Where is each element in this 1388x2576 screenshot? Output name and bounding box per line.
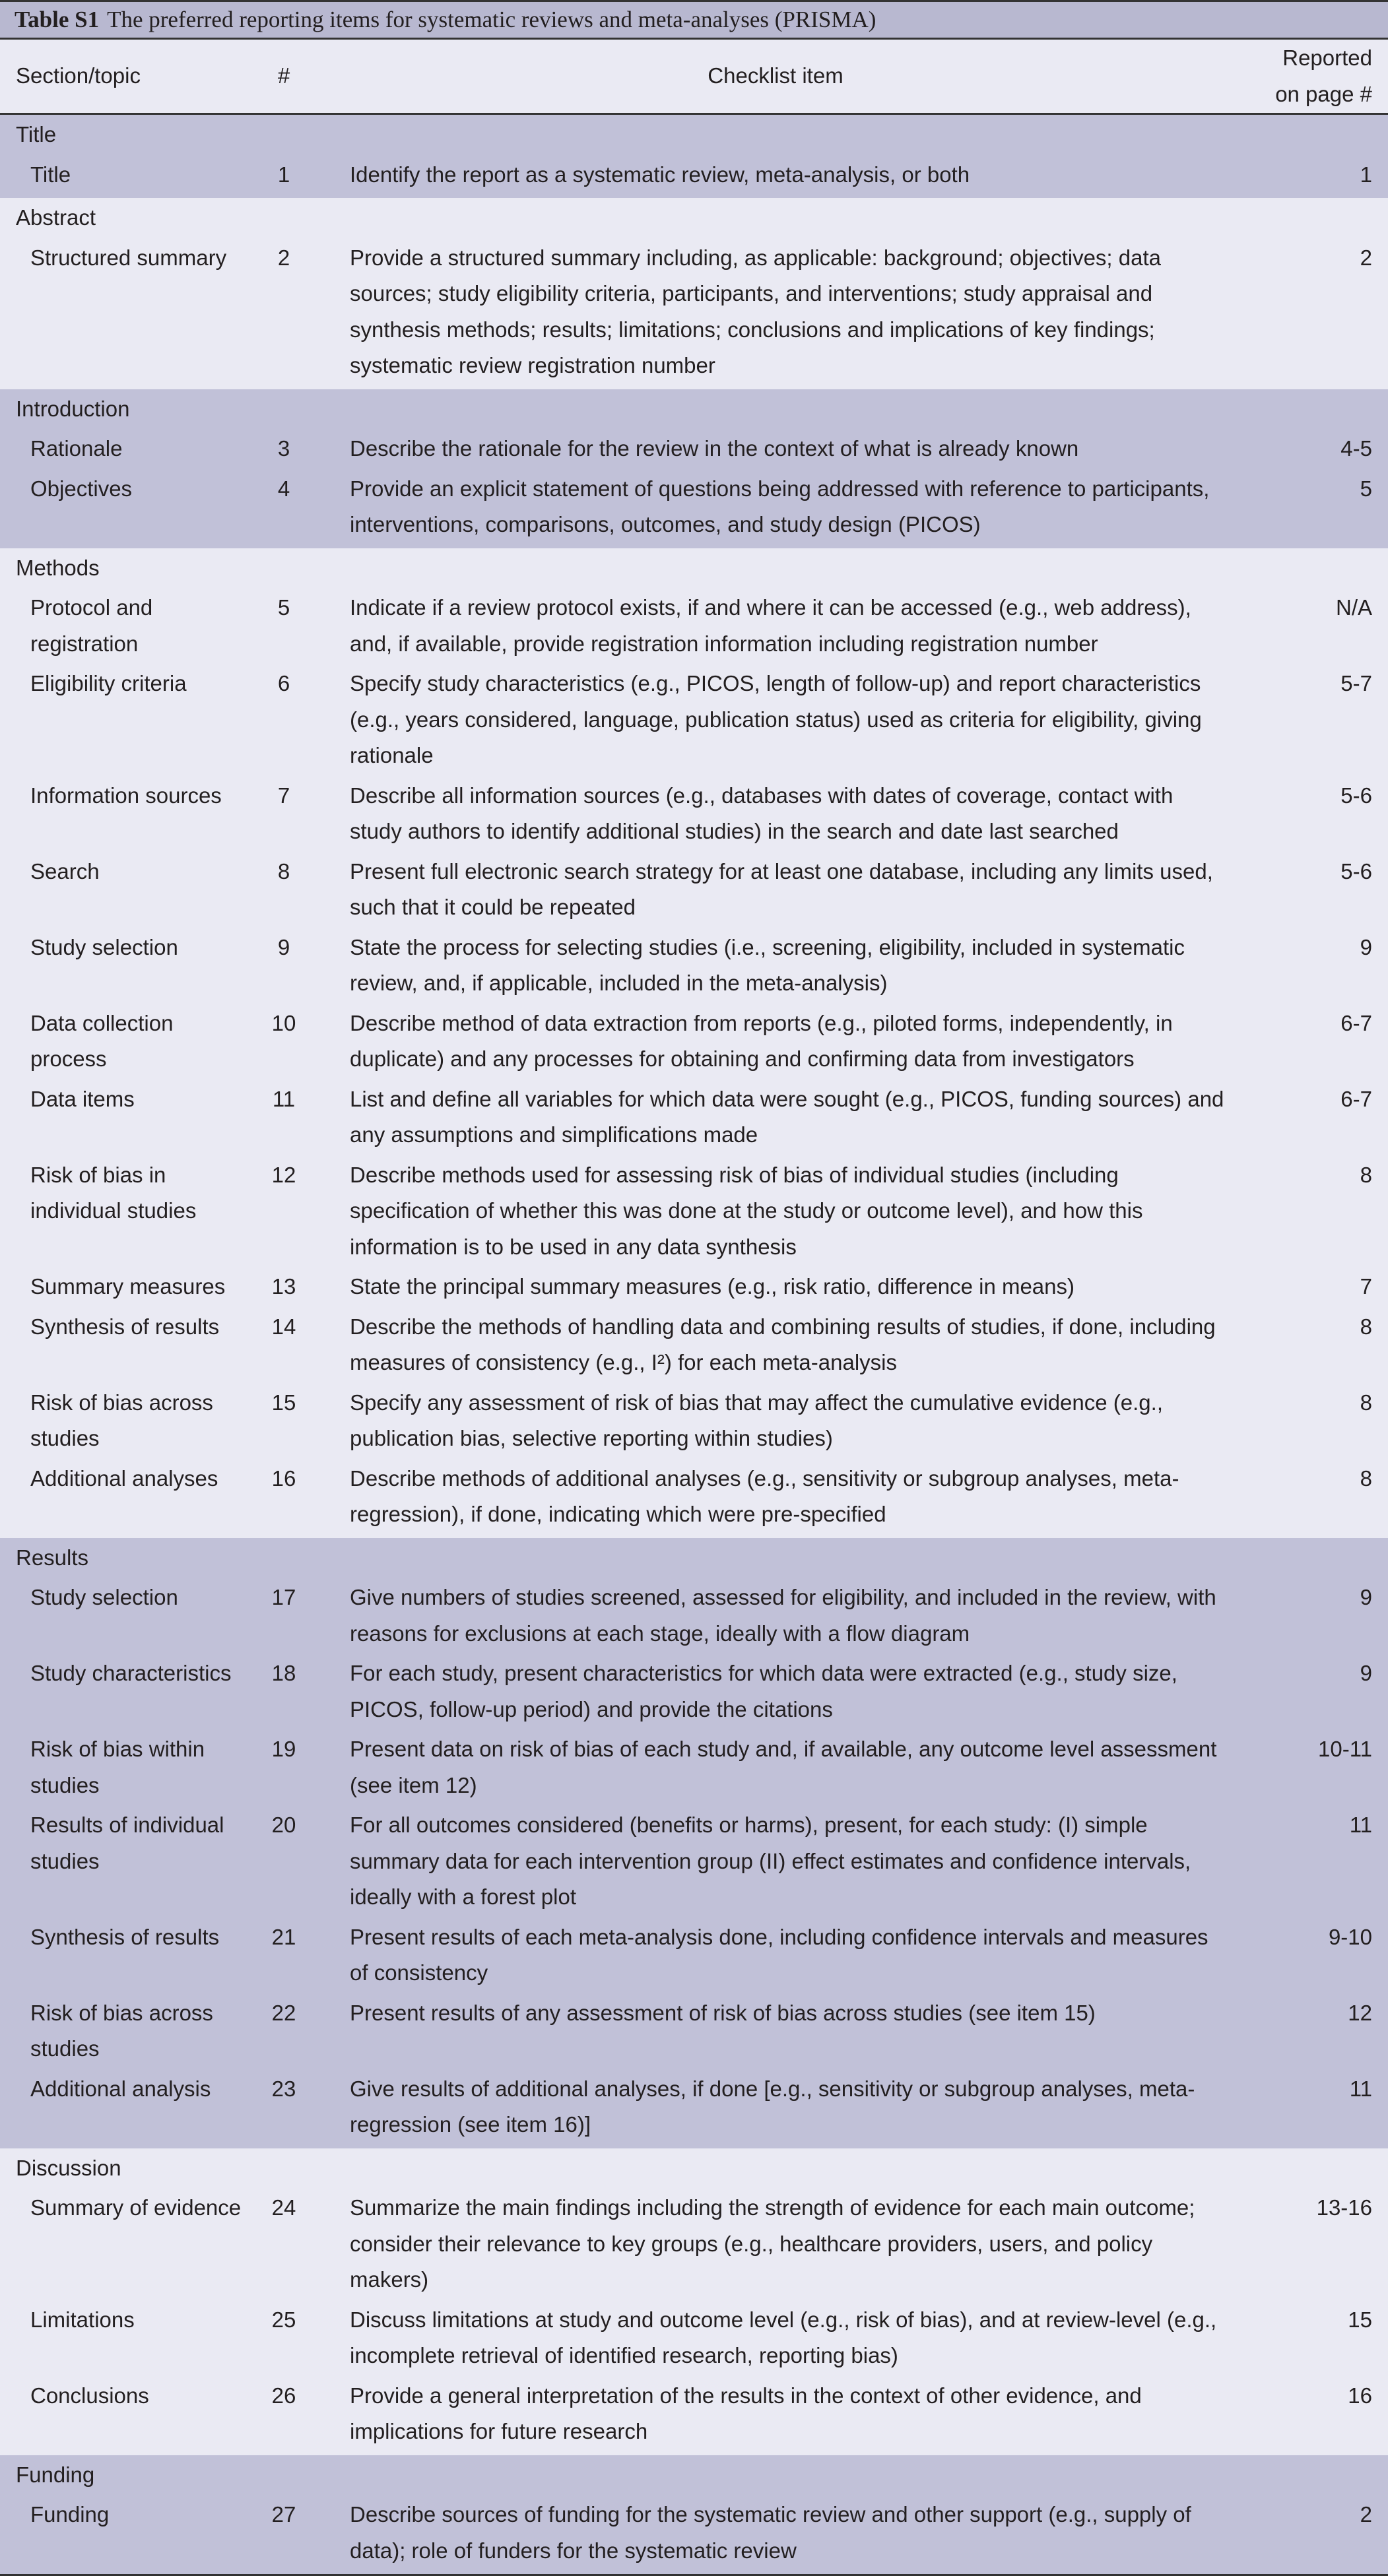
item-number-cell: 9 xyxy=(251,928,317,1004)
reported-page-cell: 8 xyxy=(1234,1307,1388,1383)
checklist-item-cell: Summarize the main findings including the strength of evidence for each main outcome; consider their relevance to key groups (e.g., healthcare providers, users, and policy makers) xyxy=(317,2188,1234,2300)
reported-page-cell: 7 xyxy=(1234,1267,1388,1307)
table-row xyxy=(0,2188,1388,2300)
checklist-item-cell: Give results of additional analyses, if done [e.g., sensitivity or subgroup analyses, meta-regression (see item 16)] xyxy=(317,2069,1234,2148)
topic-cell: Objectives xyxy=(0,469,251,548)
checklist-item-cell: State the principal summary measures (e.g., risk ratio, difference in means) xyxy=(317,1267,1234,1307)
item-number-cell: 25 xyxy=(251,2300,317,2376)
reported-page-cell: 8 xyxy=(1234,1383,1388,1459)
topic-cell: Risk of bias in individual studies xyxy=(0,1155,251,1268)
prisma-checklist-table xyxy=(0,40,1388,2576)
section-heading: Title xyxy=(0,114,1388,155)
header-checklist-item: Checklist item xyxy=(317,40,1234,114)
topic-cell: Data items xyxy=(0,1079,251,1155)
topic-cell: Summary measures xyxy=(0,1267,251,1307)
checklist-item-cell: Present full electronic search strategy for at least one database, including any limits used, such that it could be repeated xyxy=(317,852,1234,928)
header-number: # xyxy=(251,40,317,114)
topic-cell: Funding xyxy=(0,2495,251,2575)
table-row xyxy=(0,588,1388,664)
checklist-item-cell: Present results of each meta-analysis done, including confidence intervals and measures of consistency xyxy=(317,1917,1234,1993)
reported-page-cell: N/A xyxy=(1234,588,1388,664)
reported-page-cell: 11 xyxy=(1234,1805,1388,1917)
topic-cell: Conclusions xyxy=(0,2376,251,2455)
section-heading: Methods xyxy=(0,548,1388,589)
checklist-item-cell: Provide a general interpretation of the results in the context of other evidence, and implications for future research xyxy=(317,2376,1234,2455)
table-row xyxy=(0,2376,1388,2455)
reported-page-cell: 15 xyxy=(1234,2300,1388,2376)
table-row xyxy=(0,1155,1388,1268)
item-number-cell: 2 xyxy=(251,238,317,389)
table-row xyxy=(0,1578,1388,1654)
section-heading-row xyxy=(0,198,1388,238)
item-number-cell: 24 xyxy=(251,2188,317,2300)
header-section-topic: Section/topic xyxy=(0,40,251,114)
reported-page-cell: 5-6 xyxy=(1234,776,1388,852)
section-group-abstract xyxy=(0,198,1388,389)
table-row xyxy=(0,2069,1388,2148)
checklist-item-cell: List and define all variables for which data were sought (e.g., PICOS, funding sources) and any assumptions and simplifications made xyxy=(317,1079,1234,1155)
table-row xyxy=(0,469,1388,548)
reported-page-cell: 5-7 xyxy=(1234,664,1388,776)
section-group-funding xyxy=(0,2455,1388,2575)
checklist-item-cell: Specify any assessment of risk of bias that may affect the cumulative evidence (e.g., publication bias, selective reporting within studies) xyxy=(317,1383,1234,1459)
section-heading: Discussion xyxy=(0,2148,1388,2189)
section-group-results xyxy=(0,1538,1388,2148)
item-number-cell: 4 xyxy=(251,469,317,548)
section-group-methods xyxy=(0,548,1388,1538)
item-number-cell: 26 xyxy=(251,2376,317,2455)
checklist-item-cell: Indicate if a review protocol exists, if and where it can be accessed (e.g., web address), and, if available, provide registration information including registration number xyxy=(317,588,1234,664)
topic-cell: Summary of evidence xyxy=(0,2188,251,2300)
checklist-item-cell: Give numbers of studies screened, assessed for eligibility, and included in the review, with reasons for exclusions at each stage, ideally with a flow diagram xyxy=(317,1578,1234,1654)
table-row xyxy=(0,1383,1388,1459)
table-caption xyxy=(0,0,1388,40)
topic-cell: Study selection xyxy=(0,1578,251,1654)
table-row xyxy=(0,852,1388,928)
reported-page-cell: 16 xyxy=(1234,2376,1388,2455)
item-number-cell: 18 xyxy=(251,1654,317,1729)
item-number-cell: 19 xyxy=(251,1729,317,1805)
section-heading-row xyxy=(0,389,1388,430)
section-heading: Abstract xyxy=(0,198,1388,238)
topic-cell: Synthesis of results xyxy=(0,1917,251,1993)
reported-page-cell: 10-11 xyxy=(1234,1729,1388,1805)
table-header xyxy=(0,40,1388,114)
checklist-item-cell: State the process for selecting studies (i.e., screening, eligibility, included in systematic review, and, if applicable, included in the meta-analysis) xyxy=(317,928,1234,1004)
table-row xyxy=(0,664,1388,776)
item-number-cell: 13 xyxy=(251,1267,317,1307)
section-heading-row xyxy=(0,548,1388,589)
table-row xyxy=(0,1267,1388,1307)
reported-page-cell: 2 xyxy=(1234,2495,1388,2575)
reported-page-cell: 8 xyxy=(1234,1155,1388,1268)
checklist-item-cell: Describe methods used for assessing risk of bias of individual studies (including specification of whether this was done at the study or outcome level), and how this information is to be used in any data synthesis xyxy=(317,1155,1234,1268)
checklist-item-cell: Describe methods of additional analyses (e.g., sensitivity or subgroup analyses, meta-regression), if done, indicating which were pre-specified xyxy=(317,1459,1234,1538)
checklist-item-cell: Identify the report as a systematic review, meta-analysis, or both xyxy=(317,155,1234,199)
table-row xyxy=(0,776,1388,852)
checklist-item-cell: Describe sources of funding for the systematic review and other support (e.g., supply of data); role of funders for the systematic review xyxy=(317,2495,1234,2575)
item-number-cell: 8 xyxy=(251,852,317,928)
table-row xyxy=(0,1459,1388,1538)
checklist-item-cell: Provide a structured summary including, as applicable: background; objectives; data sources; study eligibility criteria, participants, and interventions; study appraisal and synthesis methods; results; limitations; conclusions and implications of key findings; systematic review registration number xyxy=(317,238,1234,389)
table-row xyxy=(0,155,1388,199)
topic-cell: Data collection process xyxy=(0,1004,251,1079)
table-row xyxy=(0,928,1388,1004)
checklist-item-cell: Provide an explicit statement of questions being addressed with reference to participants, interventions, comparisons, outcomes, and study design (PICOS) xyxy=(317,469,1234,548)
reported-page-cell: 12 xyxy=(1234,1993,1388,2069)
reported-page-cell: 4-5 xyxy=(1234,429,1388,469)
reported-page-cell: 9-10 xyxy=(1234,1917,1388,1993)
caption-text: The preferred reporting items for systematic reviews and meta-analyses (PRISMA) xyxy=(107,7,876,32)
item-number-cell: 22 xyxy=(251,1993,317,2069)
item-number-cell: 16 xyxy=(251,1459,317,1538)
topic-cell: Information sources xyxy=(0,776,251,852)
reported-page-cell: 9 xyxy=(1234,928,1388,1004)
checklist-item-cell: Describe all information sources (e.g., databases with dates of coverage, contact with study authors to identify additional studies) in the search and date last searched xyxy=(317,776,1234,852)
header-reported-line2: on page # xyxy=(1275,81,1372,106)
topic-cell: Study selection xyxy=(0,928,251,1004)
item-number-cell: 1 xyxy=(251,155,317,199)
header-reported-page xyxy=(1234,40,1388,114)
table-row xyxy=(0,1805,1388,1917)
section-heading-row xyxy=(0,2455,1388,2496)
table-row xyxy=(0,238,1388,389)
table-row xyxy=(0,1079,1388,1155)
section-group-discussion xyxy=(0,2148,1388,2455)
reported-page-cell: 5 xyxy=(1234,469,1388,548)
item-number-cell: 11 xyxy=(251,1079,317,1155)
reported-page-cell: 11 xyxy=(1234,2069,1388,2148)
item-number-cell: 23 xyxy=(251,2069,317,2148)
item-number-cell: 7 xyxy=(251,776,317,852)
section-heading: Results xyxy=(0,1538,1388,1578)
topic-cell: Protocol and registration xyxy=(0,588,251,664)
checklist-item-cell: Present data on risk of bias of each study and, if available, any outcome level assessment (see item 12) xyxy=(317,1729,1234,1805)
topic-cell: Structured summary xyxy=(0,238,251,389)
reported-page-cell: 2 xyxy=(1234,238,1388,389)
reported-page-cell: 6-7 xyxy=(1234,1079,1388,1155)
section-group-introduction xyxy=(0,389,1388,548)
topic-cell: Eligibility criteria xyxy=(0,664,251,776)
topic-cell: Additional analyses xyxy=(0,1459,251,1538)
section-heading: Introduction xyxy=(0,389,1388,430)
topic-cell: Risk of bias across studies xyxy=(0,1993,251,2069)
checklist-item-cell: Describe method of data extraction from reports (e.g., piloted forms, independently, in duplicate) and any processes for obtaining and confirming data from investigators xyxy=(317,1004,1234,1079)
table-row xyxy=(0,1917,1388,1993)
topic-cell: Rationale xyxy=(0,429,251,469)
item-number-cell: 17 xyxy=(251,1578,317,1654)
table-row xyxy=(0,1729,1388,1805)
item-number-cell: 10 xyxy=(251,1004,317,1079)
reported-page-cell: 1 xyxy=(1234,155,1388,199)
checklist-item-cell: For all outcomes considered (benefits or harms), present, for each study: (I) simple summary data for each intervention group (II) effect estimates and confidence intervals, ideally with a forest plot xyxy=(317,1805,1234,1917)
item-number-cell: 5 xyxy=(251,588,317,664)
table-row xyxy=(0,429,1388,469)
table-row xyxy=(0,1004,1388,1079)
topic-cell: Risk of bias within studies xyxy=(0,1729,251,1805)
checklist-item-cell: Describe the methods of handling data and combining results of studies, if done, including measures of consistency (e.g., I²) for each meta-analysis xyxy=(317,1307,1234,1383)
item-number-cell: 15 xyxy=(251,1383,317,1459)
table-row xyxy=(0,1993,1388,2069)
topic-cell: Limitations xyxy=(0,2300,251,2376)
reported-page-cell: 5-6 xyxy=(1234,852,1388,928)
checklist-item-cell: For each study, present characteristics for which data were extracted (e.g., study size, PICOS, follow-up period) and provide the citations xyxy=(317,1654,1234,1729)
section-group-title xyxy=(0,114,1388,199)
checklist-item-cell: Present results of any assessment of risk of bias across studies (see item 15) xyxy=(317,1993,1234,2069)
table-row xyxy=(0,2495,1388,2575)
topic-cell: Risk of bias across studies xyxy=(0,1383,251,1459)
caption-label: Table S1 xyxy=(15,7,100,32)
checklist-item-cell: Describe the rationale for the review in the context of what is already known xyxy=(317,429,1234,469)
reported-page-cell: 9 xyxy=(1234,1654,1388,1729)
item-number-cell: 20 xyxy=(251,1805,317,1917)
item-number-cell: 21 xyxy=(251,1917,317,1993)
section-heading: Funding xyxy=(0,2455,1388,2496)
checklist-item-cell: Specify study characteristics (e.g., PICOS, length of follow-up) and report characteristics (e.g., years considered, language, publication status) used as criteria for eligibility, giving rationale xyxy=(317,664,1234,776)
topic-cell: Results of individual studies xyxy=(0,1805,251,1917)
section-heading-row xyxy=(0,2148,1388,2189)
topic-cell: Title xyxy=(0,155,251,199)
item-number-cell: 14 xyxy=(251,1307,317,1383)
reported-page-cell: 13-16 xyxy=(1234,2188,1388,2300)
section-heading-row xyxy=(0,1538,1388,1578)
topic-cell: Synthesis of results xyxy=(0,1307,251,1383)
reported-page-cell: 8 xyxy=(1234,1459,1388,1538)
checklist-item-cell: Discuss limitations at study and outcome level (e.g., risk of bias), and at review-level (e.g., incomplete retrieval of identified research, reporting bias) xyxy=(317,2300,1234,2376)
header-reported-line1: Reported xyxy=(1282,46,1372,70)
table-row xyxy=(0,1654,1388,1729)
table-row xyxy=(0,1307,1388,1383)
table-row xyxy=(0,2300,1388,2376)
topic-cell: Study characteristics xyxy=(0,1654,251,1729)
topic-cell: Search xyxy=(0,852,251,928)
item-number-cell: 12 xyxy=(251,1155,317,1268)
item-number-cell: 6 xyxy=(251,664,317,776)
topic-cell: Additional analysis xyxy=(0,2069,251,2148)
reported-page-cell: 6-7 xyxy=(1234,1004,1388,1079)
item-number-cell: 27 xyxy=(251,2495,317,2575)
item-number-cell: 3 xyxy=(251,429,317,469)
section-heading-row xyxy=(0,114,1388,155)
reported-page-cell: 9 xyxy=(1234,1578,1388,1654)
